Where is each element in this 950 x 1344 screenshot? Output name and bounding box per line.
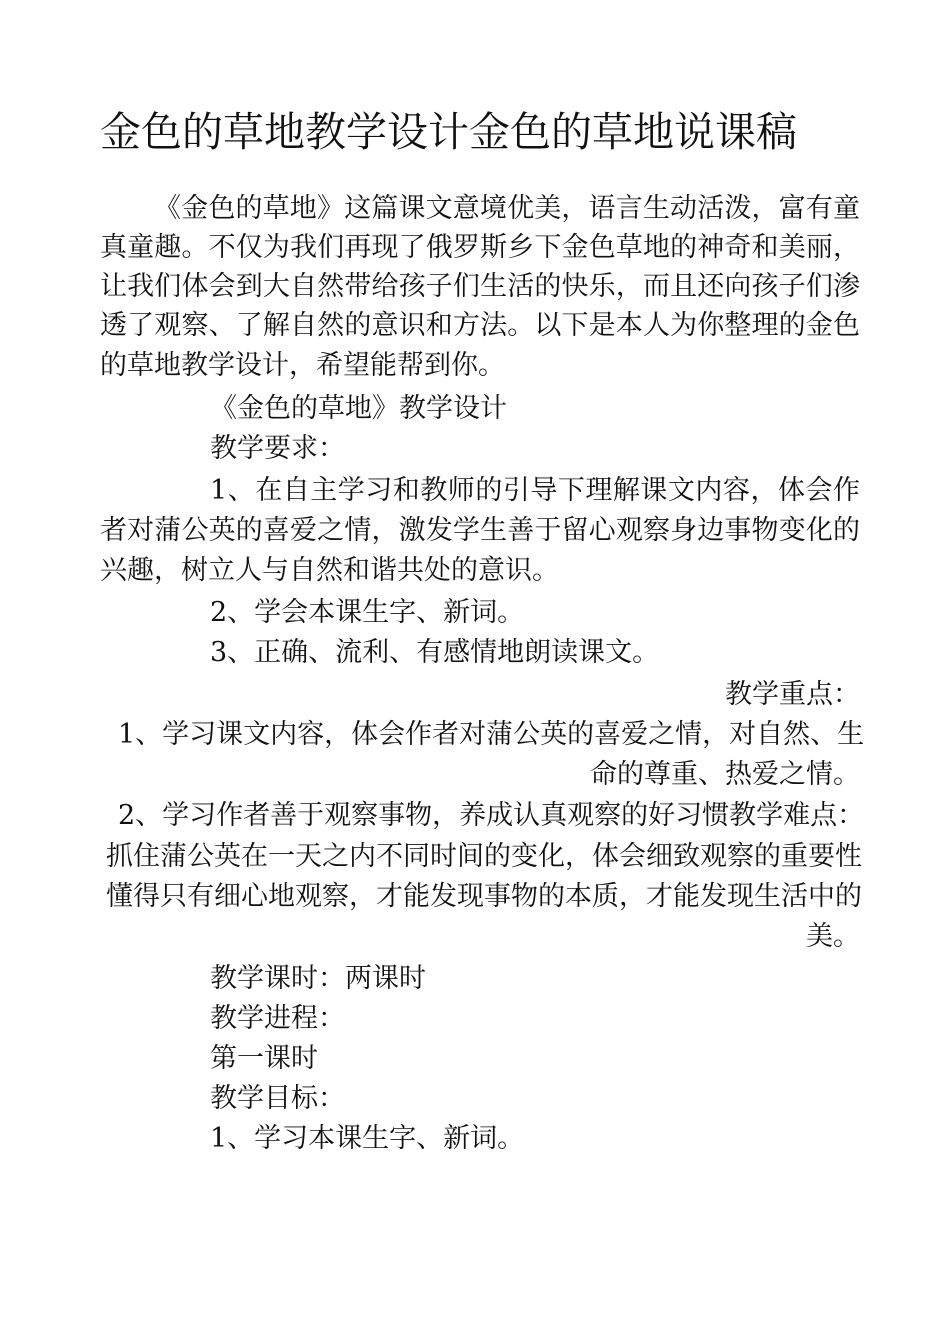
key-point-2-line: 2、学习作者善于观察事物，养成认真观察的好习惯教学难点： — [118, 800, 865, 831]
intro-line-4: 透了观察、了解自然的意识和方法。以下是本人为你整理的金色 — [100, 310, 860, 341]
requirement-1-line-1: 1、在自主学习和教师的引导下理解课文内容，体会作 — [210, 475, 860, 506]
key-points-heading: 教学重点： — [725, 679, 860, 710]
difficulty-line-2: 懂得只有细心地观察，才能发现事物的本质，才能发现生活中的 — [106, 881, 862, 912]
objective-1: 1、学习本课生字、新词。 — [210, 1123, 525, 1154]
first-lesson: 第一课时 — [210, 1043, 318, 1074]
requirement-1-line-2: 者对蒲公英的喜爱之情，激发学生善于留心观察身边事物变化的 — [100, 515, 860, 546]
objectives-heading: 教学目标： — [210, 1083, 345, 1114]
intro-line-2: 真童趣。不仅为我们再现了俄罗斯乡下金色草地的神奇和美丽， — [100, 232, 860, 263]
difficulty-line-1: 抓住蒲公英在一天之内不同时间的变化，体会细致观察的重要性 — [106, 841, 862, 872]
requirement-3: 3、正确、流利、有感情地朗读课文。 — [210, 637, 660, 668]
design-subtitle: 《金色的草地》教学设计 — [210, 393, 507, 424]
process-heading: 教学进程： — [210, 1003, 345, 1034]
class-hours: 教学课时：两课时 — [210, 963, 426, 994]
difficulty-line-3: 美。 — [806, 921, 860, 952]
requirements-heading: 教学要求： — [210, 433, 345, 464]
intro-line-1: 《金色的草地》这篇课文意境优美，语言生动活泼，富有童 — [154, 193, 860, 224]
requirement-1-line-3: 兴趣，树立人与自然和谐共处的意识。 — [100, 555, 559, 586]
requirement-2: 2、学会本课生字、新词。 — [210, 597, 525, 628]
intro-line-3: 让我们体会到大自然带给孩子们生活的快乐，而且还向孩子们渗 — [100, 271, 860, 302]
intro-line-5: 的草地教学设计，希望能帮到你。 — [100, 350, 505, 381]
key-point-1-line-1: 1、学习课文内容，体会作者对蒲公英的喜爱之情，对自然、生 — [118, 719, 865, 750]
key-point-1-line-2: 命的尊重、热爱之情。 — [590, 759, 860, 790]
document-title: 金色的草地教学设计金色的草地说课稿 — [100, 108, 797, 156]
